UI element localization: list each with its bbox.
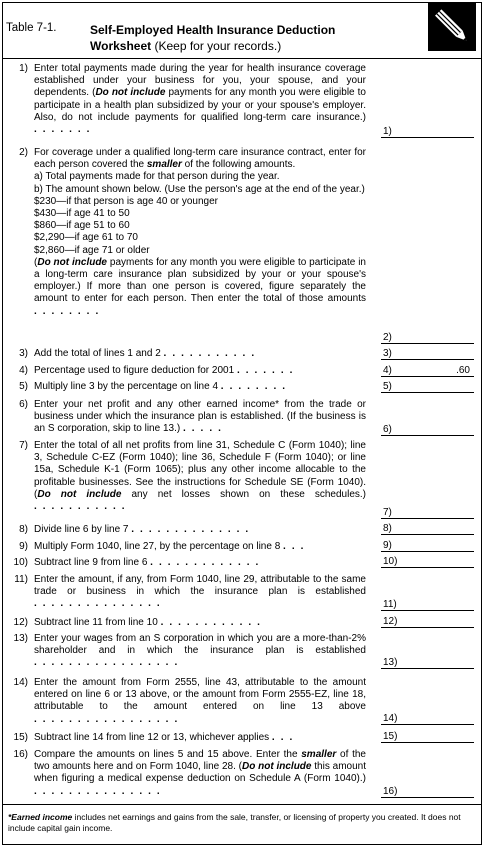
line-text-cont-2: this amount when figuring a medical expense deduction on Schedule A (Form 1040).) <box>34 761 366 785</box>
line-text-cont: of the two amounts here and on Form 1040, line 28. ( <box>34 749 366 773</box>
table-number: Table 7-1. <box>6 22 57 34</box>
line-number: 8) <box>19 524 28 535</box>
sub-label-b: b) <box>34 183 43 195</box>
title-line2-rest: (Keep for your records.) <box>151 39 282 53</box>
line-text-cont: payments for any month you were eligible to participate in a health plan subsidized by your or your spouse's employer. Also, do not include payments for qualified long-term care insurance.) <box>34 87 366 123</box>
title-line1: Self-Employed Health Insurance Deduction <box>90 23 336 37</box>
entry-label: 4) <box>383 365 392 376</box>
entry-label: 6) <box>383 424 392 435</box>
sub-text-b: The amount shown below. (Use the person's age at the end of the year.) <box>45 183 365 195</box>
line-number: 11) <box>14 574 28 585</box>
entry-label: 10) <box>383 556 398 567</box>
age-amount: $860—if age 51 to 60 <box>34 220 130 232</box>
entry-label: 16) <box>383 786 398 797</box>
line-text: Divide line 6 by line 7 <box>34 524 129 535</box>
line-text: Enter the amount, if any, from Form 1040, line 29, attributable to the same trade or business in which the insurance plan is established <box>34 574 366 598</box>
entry-field-1[interactable] <box>381 124 474 138</box>
entry-label: 11) <box>383 599 397 610</box>
line-text: Enter the total of all net profits from line 31, Schedule C (Form 1040); line 3, Schedule C-EZ (Form 1040); line 36, Schedule F (Form 1040); or line 15a, Schedule K-1 (Form 1065); plus any other income allocable to the profitable businesses. See the instructions for Schedule SE (Form 1040). ( <box>34 440 366 500</box>
entry-field-4[interactable] <box>381 363 474 377</box>
entry-field-11[interactable] <box>381 597 474 611</box>
entry-label: 2) <box>383 332 392 343</box>
entry-field-15[interactable] <box>381 729 474 743</box>
line-number: 2) <box>19 147 28 158</box>
line-number: 10) <box>13 557 28 568</box>
age-amount: $230—if that person is age 40 or younger <box>34 195 219 207</box>
line-text: Subtract line 11 from line 10 <box>34 617 158 628</box>
note-emphasis: Do not include <box>37 256 107 268</box>
entry-field-9[interactable] <box>381 538 474 552</box>
line-number: 7) <box>19 440 28 451</box>
line-text-cont: any net losses shown on these schedules.) <box>121 488 366 500</box>
sub-text-a: Total payments made for that person during the year. <box>45 171 280 183</box>
entry-label: 1) <box>383 126 392 137</box>
line-text: Add the total of lines 1 and 2 <box>34 348 161 359</box>
line-text: Subtract line 9 from line 6 <box>34 557 148 568</box>
footnote-divider <box>2 804 482 805</box>
line-text: Percentage used to figure deduction for 2001 <box>34 365 235 376</box>
line-text: Multiply line 3 by the percentage on line 4 <box>34 381 219 392</box>
sub-label-a: a) <box>34 171 43 183</box>
entry-field-7[interactable] <box>381 505 474 519</box>
line-emphasis-2: Do not include <box>242 761 312 773</box>
entry-field-5[interactable] <box>381 379 474 393</box>
entry-field-6[interactable] <box>381 422 474 436</box>
entry-field-16[interactable] <box>381 784 474 798</box>
entry-label: 8) <box>383 523 392 534</box>
pencil-icon <box>428 3 476 51</box>
age-amount: $430—if age 41 to 50 <box>34 208 130 220</box>
entry-field-13[interactable] <box>381 655 474 669</box>
entry-label: 3) <box>383 348 392 359</box>
title-line2-bold: Worksheet <box>90 39 152 53</box>
entry-label: 15) <box>383 731 398 742</box>
line-text: Subtract line 14 from line 12 or 13, whichever applies <box>34 732 270 743</box>
line-emphasis: smaller <box>301 749 337 760</box>
line-text-cont: of the following amounts. <box>181 159 296 171</box>
age-amount: $2,860—if age 71 or older <box>34 244 150 256</box>
line-text: Enter your wages from an S corporation in which you are a more-than-2% shareholder and in which the insurance plan is established <box>34 633 366 657</box>
age-amount: $2,290—if age 61 to 70 <box>34 232 138 244</box>
entry-label: 5) <box>383 381 392 392</box>
line-text: Multiply Form 1040, line 27, by the percentage on line 8 <box>34 541 281 552</box>
line-text: Enter total payments made during the year for health insurance coverage established under your business for you, your spouse, and your dependents. ( <box>34 63 366 99</box>
entry-field-10[interactable] <box>381 554 474 568</box>
line-text: Compare the amounts on lines 5 and 15 above. Enter the <box>34 749 302 760</box>
entry-field-14[interactable] <box>381 711 474 725</box>
entry-field-2[interactable] <box>381 330 474 344</box>
entry-label: 13) <box>383 657 398 668</box>
worksheet-title <box>90 22 335 54</box>
line-number: 12) <box>13 617 28 628</box>
line-number: 14) <box>13 677 28 688</box>
entry-label: 7) <box>383 507 392 518</box>
entry-label: 9) <box>383 540 392 551</box>
entry-field-8[interactable] <box>381 521 474 535</box>
footnote-emphasis: *Earned income <box>8 812 73 822</box>
line-text: Enter your net profit and any other earned income* from the trade or business under which the insurance plan is established. (If the business is an S corporation, skip to line 13.) <box>34 399 366 435</box>
line-number: 1) <box>19 63 28 74</box>
entry-label: 14) <box>383 713 398 724</box>
line-number: 16) <box>13 749 28 760</box>
entry-value: .60 <box>456 365 470 376</box>
note-text: payments for any month you were eligible to participate in a long-term care insurance plan subsidized by your or your spouse's employer.) If more than one person is covered, figure separately the amount to enter for each person. Then enter the total of those amounts <box>34 256 366 305</box>
footnote-text: includes net earnings and gains from the sale, transfer, or licensing of property you created. It does not include capital gain income. <box>8 812 461 833</box>
line-text: For coverage under a qualified long-term care insurance contract, enter for each person covered the <box>34 147 366 171</box>
line-number: 5) <box>19 381 28 392</box>
line-number: 4) <box>19 365 28 376</box>
entry-field-12[interactable] <box>381 614 474 628</box>
line-number: 3) <box>19 348 28 359</box>
line-emphasis: smaller <box>146 159 182 171</box>
line-emphasis: Do not include <box>37 488 122 500</box>
line-text: Enter the amount from Form 2555, line 43, attributable to the amount entered on line 6 or 13 above, or the amount from Form 2555-EZ, line 18, attributable to the amount entered on line 13 above <box>34 677 366 713</box>
footnote <box>8 812 474 834</box>
entry-label: 12) <box>383 616 398 627</box>
line-emphasis: Do not include <box>95 87 166 99</box>
line-number: 13) <box>13 633 28 644</box>
line-number: 6) <box>19 399 28 410</box>
line-number: 9) <box>19 541 28 552</box>
line-number: 15) <box>13 732 28 743</box>
entry-field-3[interactable] <box>381 346 474 360</box>
header-divider <box>2 58 482 59</box>
